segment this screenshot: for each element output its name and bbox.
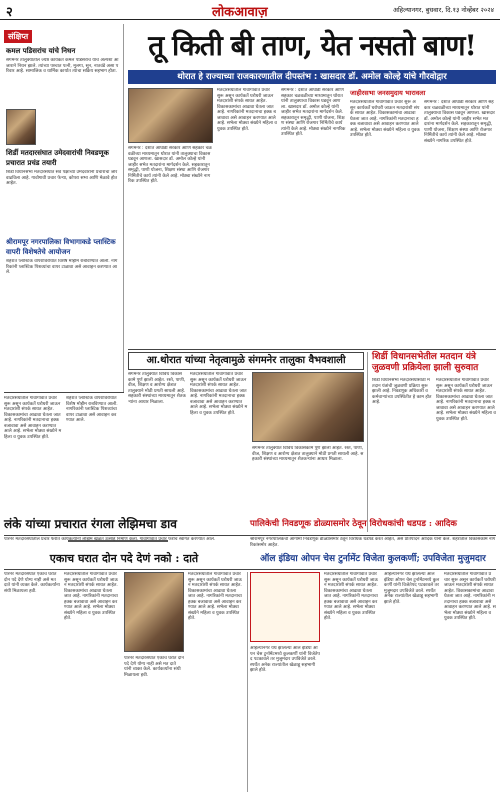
story2-body: संगमनेर तालुक्यात विविध विकासकामे पूर्ण झाली आहेत. रस्ते, पाणी, वीज, शिक्षण व आरोग्य क्षेत्रात तालुक्याने मोठी प्रगती साधली आहे. सहकारी संस्थांच्या माध्यमातून शेतकऱ्यांना आधार मिळाला. <box>252 446 364 462</box>
brief-title: श्रीरामपूर नगरपालिका विभागाकडे प्लास्टिक वापरी विशेषतेचे आयोजन <box>6 237 116 256</box>
divider <box>4 392 124 393</box>
story6-headline: एकाच घरात दोन पदे देणं नको : दाते <box>49 552 199 565</box>
story2-body: मतदारसंघातील गावागावात प्रचार सुरू असून कार्यकर्ते घरोघरी जाऊन मतदारांशी संपर्क साधत आहेत. विकासकामांचा आढावा घेतला जात आहे. नागरिकांनी मतदानाचा हक्क बजावावा असे आवाहन करण्यात आले आहे. सभेला मोठ्या संख्येने महिला व युवक उपस्थित होते. <box>190 372 248 416</box>
story5-body: श्रीरामपूर नगरपालिकेची आगामी निवडणूक डोळ्यासमोर ठेवून विरोधक धडपड करत आहेत, असे प्रतिपादन आदिक यांनी केले. शहरातील विकासकामे नागरिकांसमोर आहेत. <box>250 537 496 548</box>
story6-body: मतदारसंघातील गावागावात प्रचार सुरू असून कार्यकर्ते घरोघरी जाऊन मतदारांशी संपर्क साधत आहेत. विकासकामांचा आढावा घेतला जात आहे. नागरिकांनी मतदानाचा हक्क बजावावा असे आवाहन करण्यात आले आहे. सभेला मोठ्या संख्येने महिला व युवक उपस्थित होते. <box>188 572 242 621</box>
story3-headline: शिर्डी विधानसभेतील मतदान यंत्रे जुळवणी प्रक्रियेला झाली सुरुवात <box>372 352 479 373</box>
story6-photo <box>124 572 184 652</box>
lead-side-title: जाहीरसभा जनसमुदाय भारावला <box>350 89 426 97</box>
story6-body: मतदारसंघातील गावागावात प्रचार सुरू असून कार्यकर्ते घरोघरी जाऊन मतदारांशी संपर्क साधत आहेत. विकासकामांचा आढावा घेतला जात आहे. नागरिकांनी मतदानाचा हक्क बजावावा असे आवाहन करण्यात आले आहे. सभेला मोठ्या संख्येने महिला व युवक उपस्थित होते. <box>64 572 118 621</box>
story3-body: मतदारसंघातील गावागावात प्रचार सुरू असून कार्यकर्ते घरोघरी जाऊन मतदारांशी संपर्क साधत आहेत. विकासकामांचा आढावा घेतला जात आहे. नागरिकांनी मतदानाचा हक्क बजावावा असे आवाहन करण्यात आले आहे. सभेला मोठ्या संख्येने महिला व युवक उपस्थित होते. <box>436 378 496 422</box>
divider <box>4 569 496 570</box>
lead-body: संगमनेर : देशात आघाडी सरकार आणि सहकार चळवळीच्या माध्यमातून थोरात यांनी तालुक्याचा विकास घडवून आणला. खासदार डॉ. अमोल कोल्हे यांनी जाहीर सभेत मतदारांना मार्गदर्शन केले. सहकारातून समृद्धी, पाणी योजना, शिक्षण संस्था आणि रोजगार निर्मितीचे कार्य त्यांनी केले आहे. मोठ्या संख्येने नागरिक उपस्थित होते. <box>281 88 346 137</box>
brief-body: मतदारसंघातील गावागावात प्रचार सुरू असून कार्यकर्ते घरोघरी जाऊन मतदारांशी संपर्क साधत आहेत. विकासकामांचा आढावा घेतला जात आहे. नागरिकांनी मतदानाचा हक्क बजावावा असे आवाहन करण्यात आले आहे. सभेला मोठ्या संख्येने महिला व युवक उपस्थित होते. <box>4 396 62 440</box>
brief-column <box>4 24 124 392</box>
lead-body: संगमनेर : देशात आघाडी सरकार आणि सहकार चळवळीच्या माध्यमातून थोरात यांनी तालुक्याचा विकास घडवून आणला. खासदार डॉ. अमोल कोल्हे यांनी जाहीर सभेत मतदारांना मार्गदर्शन केले. सहकारातून समृद्धी, पाणी योजना, शिक्षण संस्था आणि रोजगार निर्मितीचे कार्य त्यांनी केले आहे. मोठ्या संख्येने नागरिक उपस्थित होते. <box>128 146 212 184</box>
story5-headline: पालिकेची निवडणूक डोळ्यासमोर ठेवून विरोधकांची धडपड : आदिक <box>250 519 457 529</box>
brief-title: शिर्डी मतदारसंघात उमेदवारांची निवडणूक प्रचारात प्रचंड तयारी <box>6 148 109 167</box>
story7-body: मतदारसंघातील गावागावात प्रचार सुरू असून कार्यकर्ते घरोघरी जाऊन मतदारांशी संपर्क साधत आहेत. विकासकामांचा आढावा घेतला जात आहे. नागरिकांनी मतदानाचा हक्क बजावावा असे आवाहन करण्यात आले आहे. सभेला मोठ्या संख्येने महिला व युवक उपस्थित होते. <box>444 572 496 621</box>
story4-body: पारनेर मतदारसंघातील प्रचार फेरीत कार्यकर्त्यांनी लेझिम खेळत उत्साह निर्माण केला. गावागावात प्रचार फेरीचे स्वागत करण्यात आले. <box>4 537 216 542</box>
story7-body: मतदारसंघातील गावागावात प्रचार सुरू असून कार्यकर्ते घरोघरी जाऊन मतदारांशी संपर्क साधत आहेत. विकासकामांचा आढावा घेतला जात आहे. नागरिकांनी मतदानाचा हक्क बजावावा असे आवाहन करण्यात आले आहे. सभेला मोठ्या संख्येने महिला व युवक उपस्थित होते. <box>324 572 378 621</box>
story3-body: शिर्डी विधानसभा मतदारसंघासाठी मतदान यंत्रांची जुळवणी प्रक्रिया सुरू झाली आहे. निवडणूक अधिकारी व कर्मचाऱ्यांच्या उपस्थितीत हे काम होत आहे. <box>372 378 432 405</box>
brief-body: शहरात प्लास्टिक वापराविरोधात विशेष मोहीम राबविण्यात आली. नागरिकांनी प्लास्टिक पिशव्यांचा वापर टाळावा असे आवाहन करण्यात आले. <box>6 259 118 275</box>
story2-headline: आ.थोरात यांच्या नेतृत्वामुळे संगमनेर तालुका वैभवशाली <box>128 352 364 370</box>
brief-body: शहरात प्लास्टिक वापराविरोधात विशेष मोहीम राबविण्यात आली. नागरिकांनी प्लास्टिक पिशव्यांचा वापर टाळावा असे आवाहन करण्यात आले. <box>66 396 118 423</box>
chess-photo <box>250 572 320 642</box>
brief-tag: संक्षिप्त <box>4 30 32 43</box>
story6-body: पारनेर मतदारसंघात एकाच घरात दोन पदे देणे योग्य नाही असे मत दाते यांनी व्यक्त केले. कार्यकर्त्यांना संधी मिळायला हवी. <box>4 572 60 594</box>
lead-body: मतदारसंघातील गावागावात प्रचार सुरू असून कार्यकर्ते घरोघरी जाऊन मतदारांशी संपर्क साधत आहेत. विकासकामांचा आढावा घेतला जात आहे. नागरिकांनी मतदानाचा हक्क बजावावा असे आवाहन करण्यात आले आहे. सभेला मोठ्या संख्येने महिला व युवक उपस्थित होते. <box>350 100 420 138</box>
story2-photo <box>252 372 364 442</box>
lead-subhead: थोरात हे राज्याच्या राजकारणातील दीपस्तंभ : खासदार डॉ. अमोल कोल्हे यांचे गौरवोद्गार <box>128 70 496 84</box>
story7-headline: ऑल इंडिया ओपन चेस टुर्नामेंट विजेता कुलकर्णी; उपविजेता मुजुमदार <box>260 554 486 564</box>
masthead <box>0 0 500 20</box>
story7-body: अहिल्यानगर येथे झालेल्या ऑल इंडिया ओपन चेस टुर्नामेंटमध्ये कुलकर्णी यांनी विजेतेपद पटकावले तर मुजुमदार उपविजेते ठरले. स्पर्धेत अनेक राज्यांतील खेळाडू सहभागी झाले होते. <box>250 646 320 673</box>
brief-title: कमल पडिसरांच यांचे निधन <box>6 46 76 55</box>
lead-headline: तू किती बी ताण, येत नसतो बाण! <box>148 29 476 62</box>
story6-body: पारनेर मतदारसंघात एकाच घरात दोन पदे देणे योग्य नाही असे मत दाते यांनी व्यक्त केले. कार्यकर्त्यांना संधी मिळायला हवी. <box>124 656 184 678</box>
lead-photo <box>128 88 213 143</box>
page-number: २ <box>6 5 13 20</box>
lead-body: संगमनेर : देशात आघाडी सरकार आणि सहकार चळवळीच्या माध्यमातून थोरात यांनी तालुक्याचा विकास घडवून आणला. खासदार डॉ. अमोल कोल्हे यांनी जाहीर सभेत मतदारांना मार्गदर्शन केले. सहकारातून समृद्धी, पाणी योजना, शिक्षण संस्था आणि रोजगार निर्मितीचे कार्य त्यांनी केले आहे. मोठ्या संख्येने नागरिक उपस्थित होते. <box>424 100 495 144</box>
divider <box>4 535 496 536</box>
story2-body: संगमनेर तालुक्यात विविध विकासकामे पूर्ण झाली आहेत. रस्ते, पाणी, वीज, शिक्षण व आरोग्य क्षेत्रात तालुक्याने मोठी प्रगती साधली आहे. सहकारी संस्थांच्या माध्यमातून शेतकऱ्यांना आधार मिळाला. <box>128 372 186 405</box>
newspaper-logo: लोकआवाज़ <box>212 5 268 20</box>
brief-body: शिर्डी विधानसभा मतदारसंघात सर्व पक्षांच्या उमेदवारांनी प्रचाराचा जोर वाढविला आहे. गावोगावी प्रचार फेऱ्या, कोपरा सभा आणि मेळावे होत आहेत. <box>6 170 118 186</box>
divider <box>367 352 368 532</box>
brief-body: संगमनेर तालुक्यातील ज्येष्ठ कार्यकर्ते कमल पडिसरांच यांचे अल्पशा आजाराने निधन झाले. त्यांच्या पश्चात पत्नी, मुलगा, सून, नातवंडे असा परिवार आहे. सामाजिक व धार्मिक कार्यात त्यांचा सक्रिय सहभाग होता. <box>6 58 119 74</box>
obituary-photo <box>6 109 36 145</box>
divider <box>247 572 248 792</box>
story4-headline: लंके यांच्या प्रचारात रंगला लेझिमचा डाव <box>4 517 177 531</box>
lead-body: मतदारसंघातील गावागावात प्रचार सुरू असून कार्यकर्ते घरोघरी जाऊन मतदारांशी संपर्क साधत आहेत. विकासकामांचा आढावा घेतला जात आहे. नागरिकांनी मतदानाचा हक्क बजावावा असे आवाहन करण्यात आले आहे. सभेला मोठ्या संख्येने महिला व युवक उपस्थित होते. <box>217 88 277 132</box>
divider <box>128 349 496 350</box>
dateline: अहिल्यानगर, बुधवार, दि.१३ नोव्हेंबर २०२४ <box>393 6 494 14</box>
story7-body: अहिल्यानगर येथे झालेल्या ऑल इंडिया ओपन चेस टुर्नामेंटमध्ये कुलकर्णी यांनी विजेतेपद पटकावले तर मुजुमदार उपविजेते ठरले. स्पर्धेत अनेक राज्यांतील खेळाडू सहभागी झाले होते. <box>384 572 440 605</box>
